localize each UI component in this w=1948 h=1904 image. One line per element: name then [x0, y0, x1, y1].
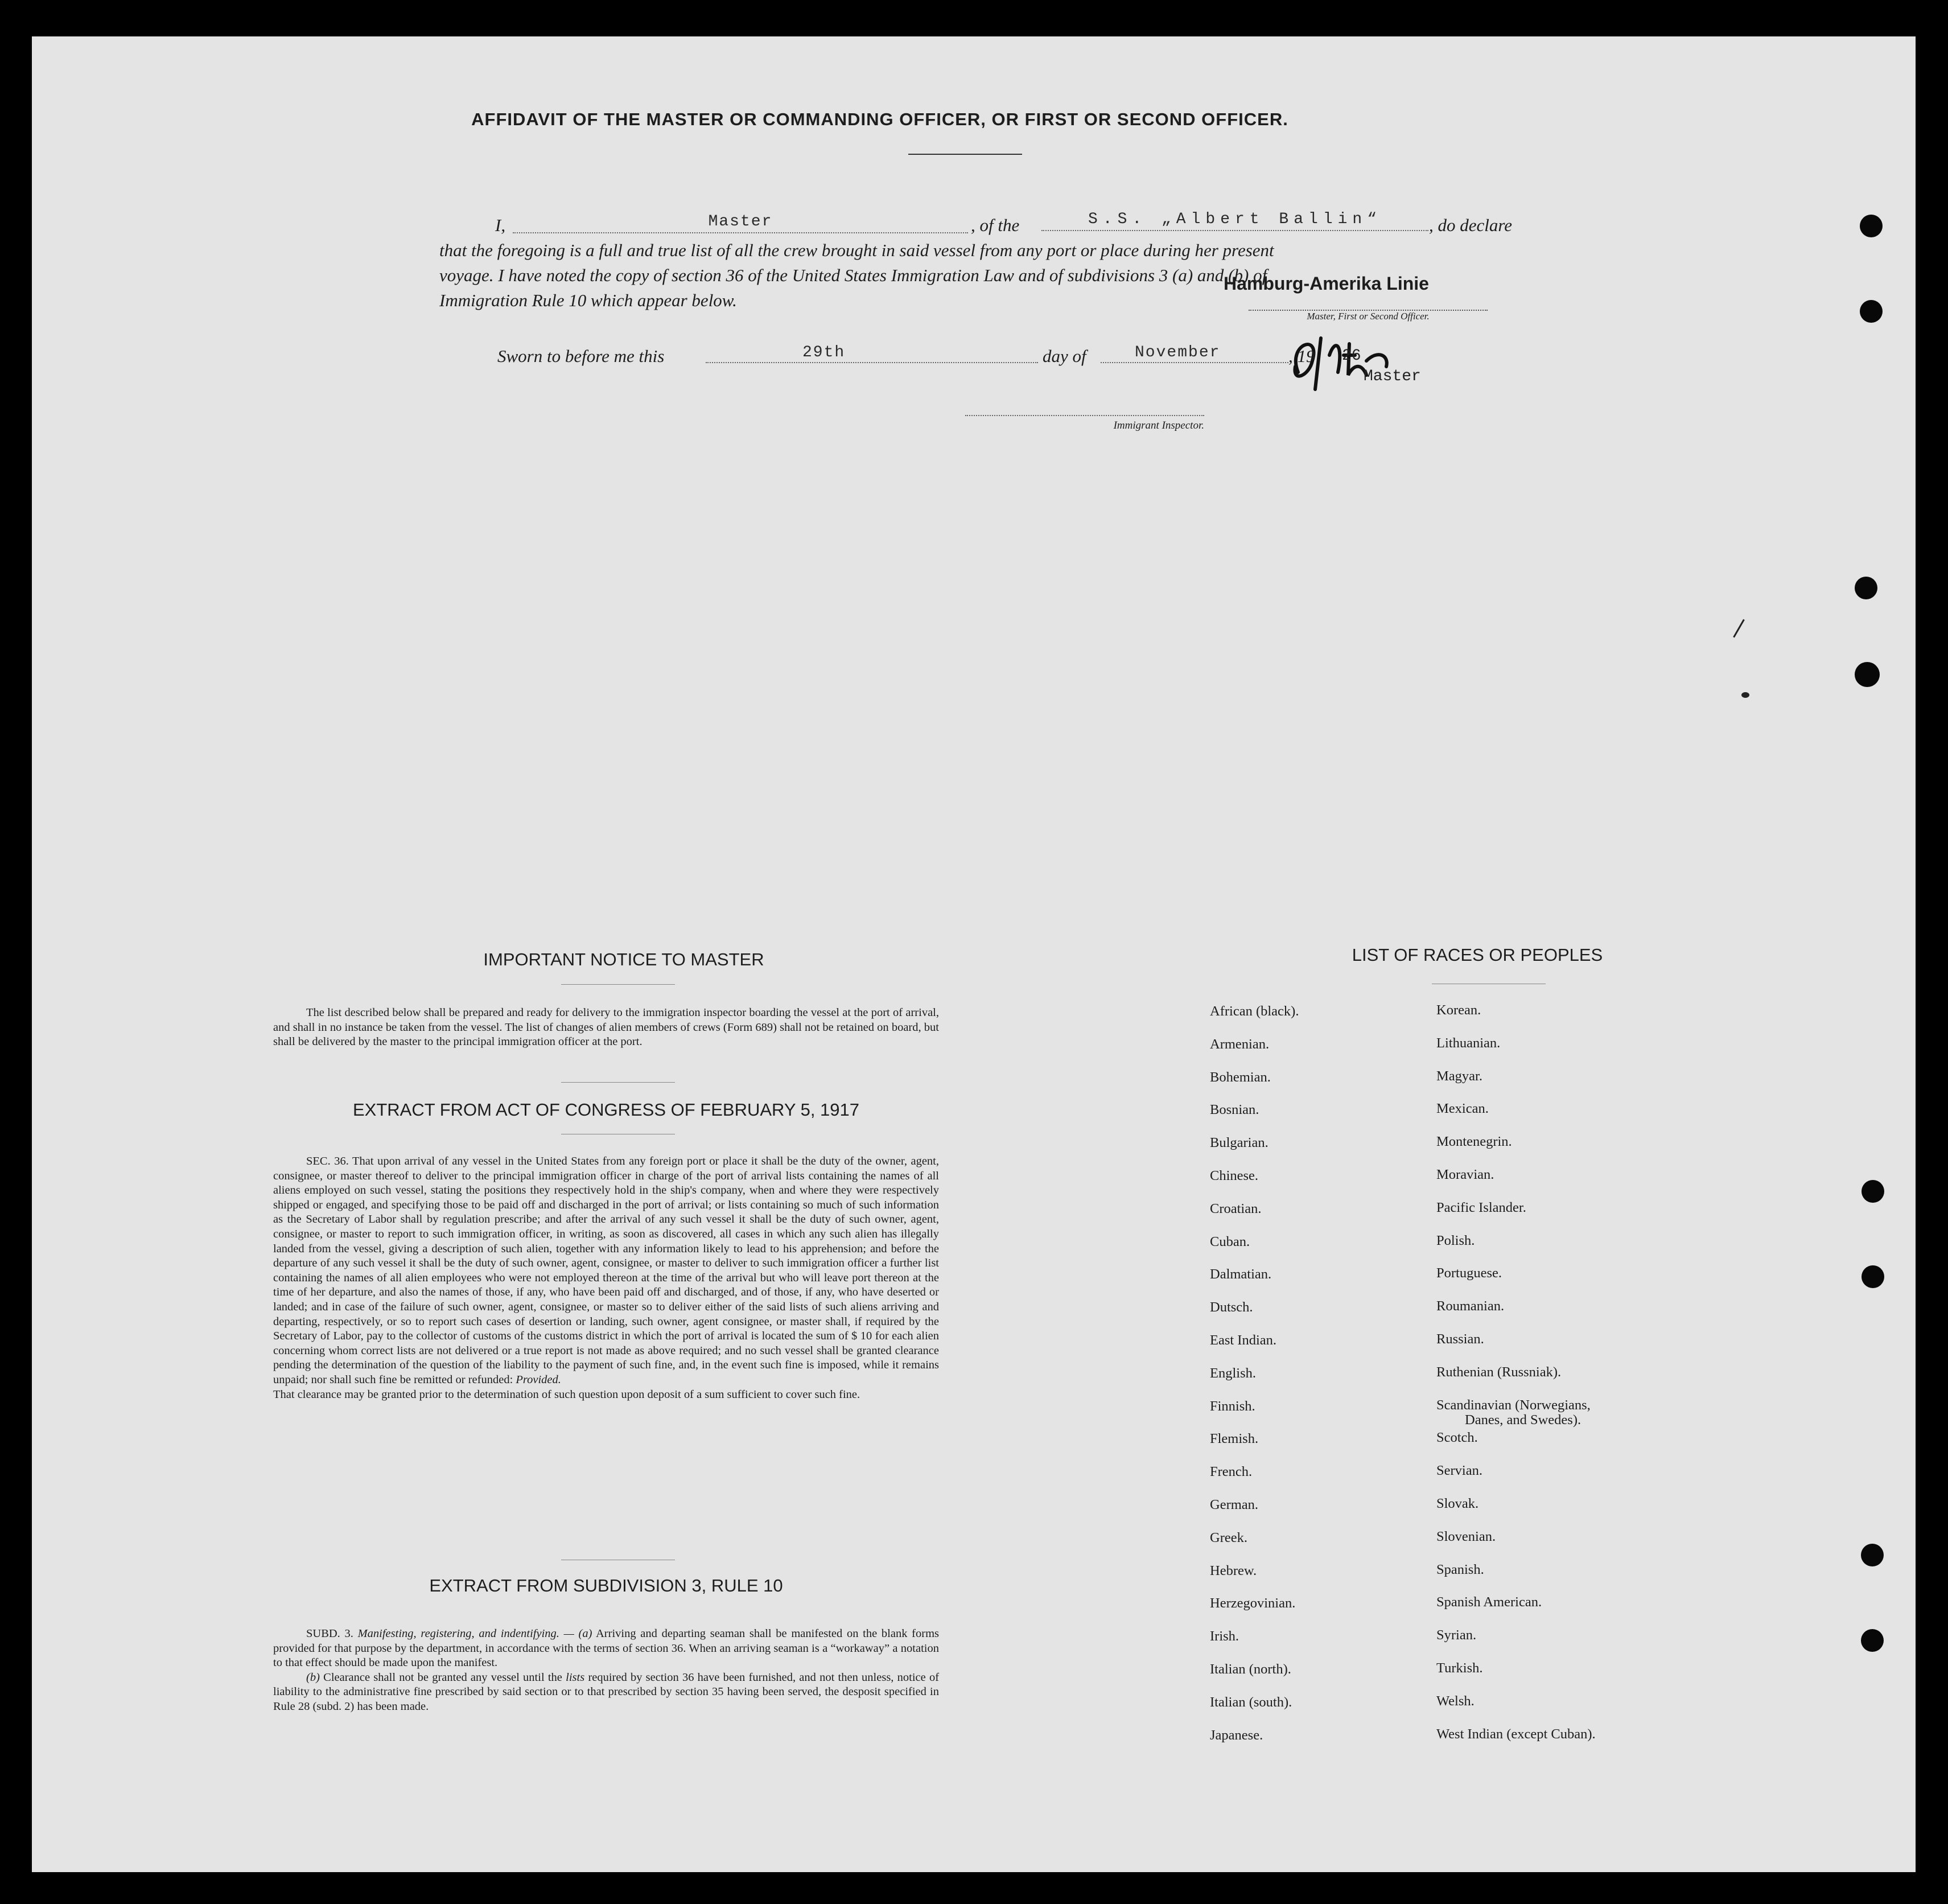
subd-b-text-1: Clearance shall not be granted any vessel until the [323, 1671, 562, 1684]
proviso-word: Provided. [516, 1373, 561, 1386]
race-item-left: Bohemian. [1210, 1069, 1271, 1085]
race-item-right: Slovenian. [1436, 1528, 1496, 1544]
race-item-right: Spanish American. [1436, 1594, 1542, 1610]
affidavit-line-4: Immigration Rule 10 which appear below. [439, 290, 737, 310]
race-item-right: Turkish. [1436, 1660, 1483, 1676]
sec-36-body: SEC. 36. That upon arrival of any vessel in the United States from any foreign port or place it shall be the duty of the owner, agent, consignee, or master thereof to deliver to the principal immigration officer in charge of the port of arrival lists containing the names of all aliens employed on such vessel, stating the positions they respectively hold in the ship's company, when and where they were respectively shipped or engaged, and specifying those to be paid off and discharged in the port of arrival; or lists containing so much of such information as the Secretary of Labor shall by regulation prescribe; and after the arrival of any such vessel it shall be the duty of such owner, agent, consignee, or master to report to such immigration officer, in writing, as soon as discovered, all cases in which any such alien has illegally landed from the vessel, giving a description of such alien, together with any information likely to lead to his apprehension; and before the departure of any such vessel it shall be the duty of such owner, agent, consignee, or master to deliver to such immigration officer a further list containing the names of all alien employees who were not employed thereon at the time of the arrival but who will leave port thereon at the time of her departure, and also the names of those, if any, who have been paid off and discharged, and of those, if any, who have deserted or landed; and in case of the failure of such owner, agent, consignee, or master so to deliver either of the said lists of such aliens arriving and departing, respectively, or so to report such cases of desertion or landing, such owner, agent consignee, or master shall, if required by the Secretary of Labor, pay to the collector of customs of the customs district in which the port of arrival is located the sum of $ 10 for each alien concerning whom correct lists are not delivered or a true report is not made as above required; and no such vessel shall be granted clearance pending the determination of the question of the liability to the payment of such fine, and, in the event such fine is imposed, while it remains unpaid; nor shall such fine be remitted or refunded: [273, 1155, 939, 1386]
affidavit-line-3: voyage. I have noted the copy of section 36 of the United States Immigration Law and of subdivisions 3 (a) and (b) of [439, 265, 1267, 285]
race-item-right: Danes, and Swedes). [1465, 1412, 1582, 1428]
sec-36-paragraph [273, 1154, 939, 1402]
race-item-right: Moravian. [1436, 1167, 1494, 1182]
race-item-left: Herzegovinian. [1210, 1595, 1296, 1611]
binder-hole-8 [1861, 1629, 1884, 1652]
race-item-right: Montenegrin. [1436, 1134, 1512, 1150]
binder-hole-7 [1861, 1544, 1884, 1566]
lists-word: lists [566, 1671, 585, 1684]
subd-lead: SUBD. 3. [306, 1627, 353, 1640]
affidavit-i: I, [495, 215, 506, 235]
race-item-left: Bulgarian. [1210, 1135, 1269, 1151]
race-item-right: Pacific Islander. [1436, 1199, 1526, 1215]
race-item-right: Roumanian. [1436, 1298, 1505, 1314]
race-item-right: Welsh. [1436, 1693, 1475, 1709]
race-item-left: Greek. [1210, 1529, 1247, 1545]
race-item-right: Polish. [1436, 1232, 1475, 1248]
race-item-left: German. [1210, 1497, 1259, 1512]
notice-text [273, 1006, 939, 1050]
race-item-right: Scandinavian (Norwegians, [1436, 1397, 1591, 1413]
title-divider [908, 154, 1022, 155]
binder-hole-3 [1855, 577, 1877, 599]
subd-heading: Manifesting, registering, and indentifying. — (a) [357, 1627, 592, 1640]
affidavit-title: AFFIDAVIT OF THE MASTER OR COMMANDING OFFICER, OR FIRST OR SECOND OFFICER. [471, 109, 1288, 129]
subd-a-text: Arriving and departing seaman shall be manifested on the blank forms provided for that purpose by the department, in accordance with the terms of section 36. When an arriving seaman is a “workaway” a notation to that effect should be made upon the manifest. [273, 1627, 939, 1669]
rule-extract-text [273, 1627, 939, 1714]
affidavit-line-2: that the foregoing is a full and true list of all the crew brought in said vessel from any port or place during her present [439, 240, 1274, 260]
binder-hole-6 [1861, 1265, 1884, 1288]
race-item-right: Slovak. [1436, 1496, 1479, 1511]
sworn-prefix: Sworn to before me this [497, 346, 665, 366]
affidavit-declare: , do declare [1429, 215, 1513, 235]
subd-b-lead: (b) [306, 1671, 320, 1684]
races-title: LIST OF RACES OR PEOPLES [1352, 945, 1603, 965]
race-item-left: Italian (north). [1210, 1662, 1291, 1677]
rule-extract-title: EXTRACT FROM SUBDIVISION 3, RULE 10 [429, 1576, 783, 1595]
race-item-left: Italian (south). [1210, 1694, 1292, 1710]
race-item-right: Russian. [1436, 1331, 1484, 1347]
subd-a-paragraph [273, 1627, 939, 1671]
race-item-left: Chinese. [1210, 1168, 1259, 1183]
notice-divider [561, 984, 675, 985]
race-item-left: Dutsch. [1210, 1300, 1253, 1315]
notice-end-divider [561, 1082, 675, 1083]
race-item-left: English. [1210, 1365, 1256, 1381]
race-item-right: West Indian (except Cuban). [1436, 1726, 1596, 1742]
race-item-left: Cuban. [1210, 1233, 1250, 1249]
officer-name-field: Master [513, 213, 968, 233]
race-item-left: Croatian. [1210, 1200, 1262, 1216]
subd-b-paragraph [273, 1671, 939, 1714]
binder-hole-5 [1861, 1180, 1884, 1203]
month-field: November [1101, 344, 1288, 363]
race-item-right: Portuguese. [1436, 1265, 1502, 1281]
act-extract-text [273, 1154, 939, 1402]
race-item-left: Dalmatian. [1210, 1266, 1272, 1282]
race-item-left: Japanese. [1210, 1727, 1263, 1743]
act-extract-title: EXTRACT FROM ACT OF CONGRESS OF FEBRUARY 5, 1917 [352, 1100, 860, 1120]
affidavit-of-the: , of the [971, 215, 1020, 235]
race-item-left: Armenian. [1210, 1036, 1270, 1052]
year-field: 26 [1342, 347, 1361, 365]
subd-b-text-2: required by section 36 have been furnished, and not then unless, notice of liability to the administrative fine prescribed by said section or to that prescribed by section 35 having been served, the desposit specified in Rule 28 (subd. 2) has been made. [273, 1671, 940, 1713]
binder-hole-4 [1855, 662, 1880, 687]
pen-mark [1733, 619, 1745, 638]
day-of-label: day of [1043, 346, 1086, 366]
race-item-right: Lithuanian. [1436, 1035, 1501, 1051]
race-item-left: Hebrew. [1210, 1562, 1257, 1578]
day-field: 29th [706, 344, 1038, 363]
company-stamp: Hamburg-Amerika Linie [1224, 273, 1429, 294]
race-item-right: Servian. [1436, 1463, 1482, 1479]
race-item-right: Scotch. [1436, 1430, 1478, 1446]
race-item-left: East Indian. [1210, 1333, 1277, 1348]
notice-paragraph: The list described below shall be prepared and ready for delivery to the immigration inspector boarding the vessel at the port of arrival, and shall in no instance be taken from the vessel. The list of changes of alien members of crews (Form 689) shall not be retained on board, but shall be delivered by the master to the principal immigration officer at the port. [273, 1006, 939, 1048]
notice-title: IMPORTANT NOTICE TO MASTER [483, 949, 764, 969]
race-item-left: African (black). [1210, 1004, 1299, 1019]
race-item-left: Bosnian. [1210, 1102, 1259, 1118]
race-item-left: Finnish. [1210, 1398, 1255, 1414]
race-item-right: Ruthenian (Russniak). [1436, 1364, 1562, 1380]
race-item-left: French. [1210, 1464, 1253, 1480]
race-item-right: Spanish. [1436, 1561, 1484, 1577]
race-item-right: Magyar. [1436, 1068, 1482, 1084]
binder-hole-1 [1860, 215, 1883, 237]
race-item-left: Irish. [1210, 1629, 1239, 1644]
ink-spot [1741, 692, 1749, 698]
inspector-caption: Immigrant Inspector. [965, 415, 1204, 432]
race-item-left: Flemish. [1210, 1431, 1259, 1447]
sec-36-end: That clearance may be granted prior to the determination of such question upon deposit of a sum sufficient to cover such fine. [273, 1388, 860, 1401]
race-item-right: Korean. [1436, 1002, 1481, 1018]
year-prefix: , 19 [1288, 346, 1315, 366]
signer-title: Master [1364, 368, 1421, 385]
signature-caption: Master, First or Second Officer. [1249, 310, 1488, 322]
vessel-name-field: S.S. „Albert Ballin“ [1041, 211, 1428, 231]
document-sheet [32, 36, 1916, 1872]
binder-hole-2 [1860, 300, 1883, 323]
race-item-right: Mexican. [1436, 1101, 1489, 1117]
race-item-right: Syrian. [1436, 1627, 1477, 1643]
